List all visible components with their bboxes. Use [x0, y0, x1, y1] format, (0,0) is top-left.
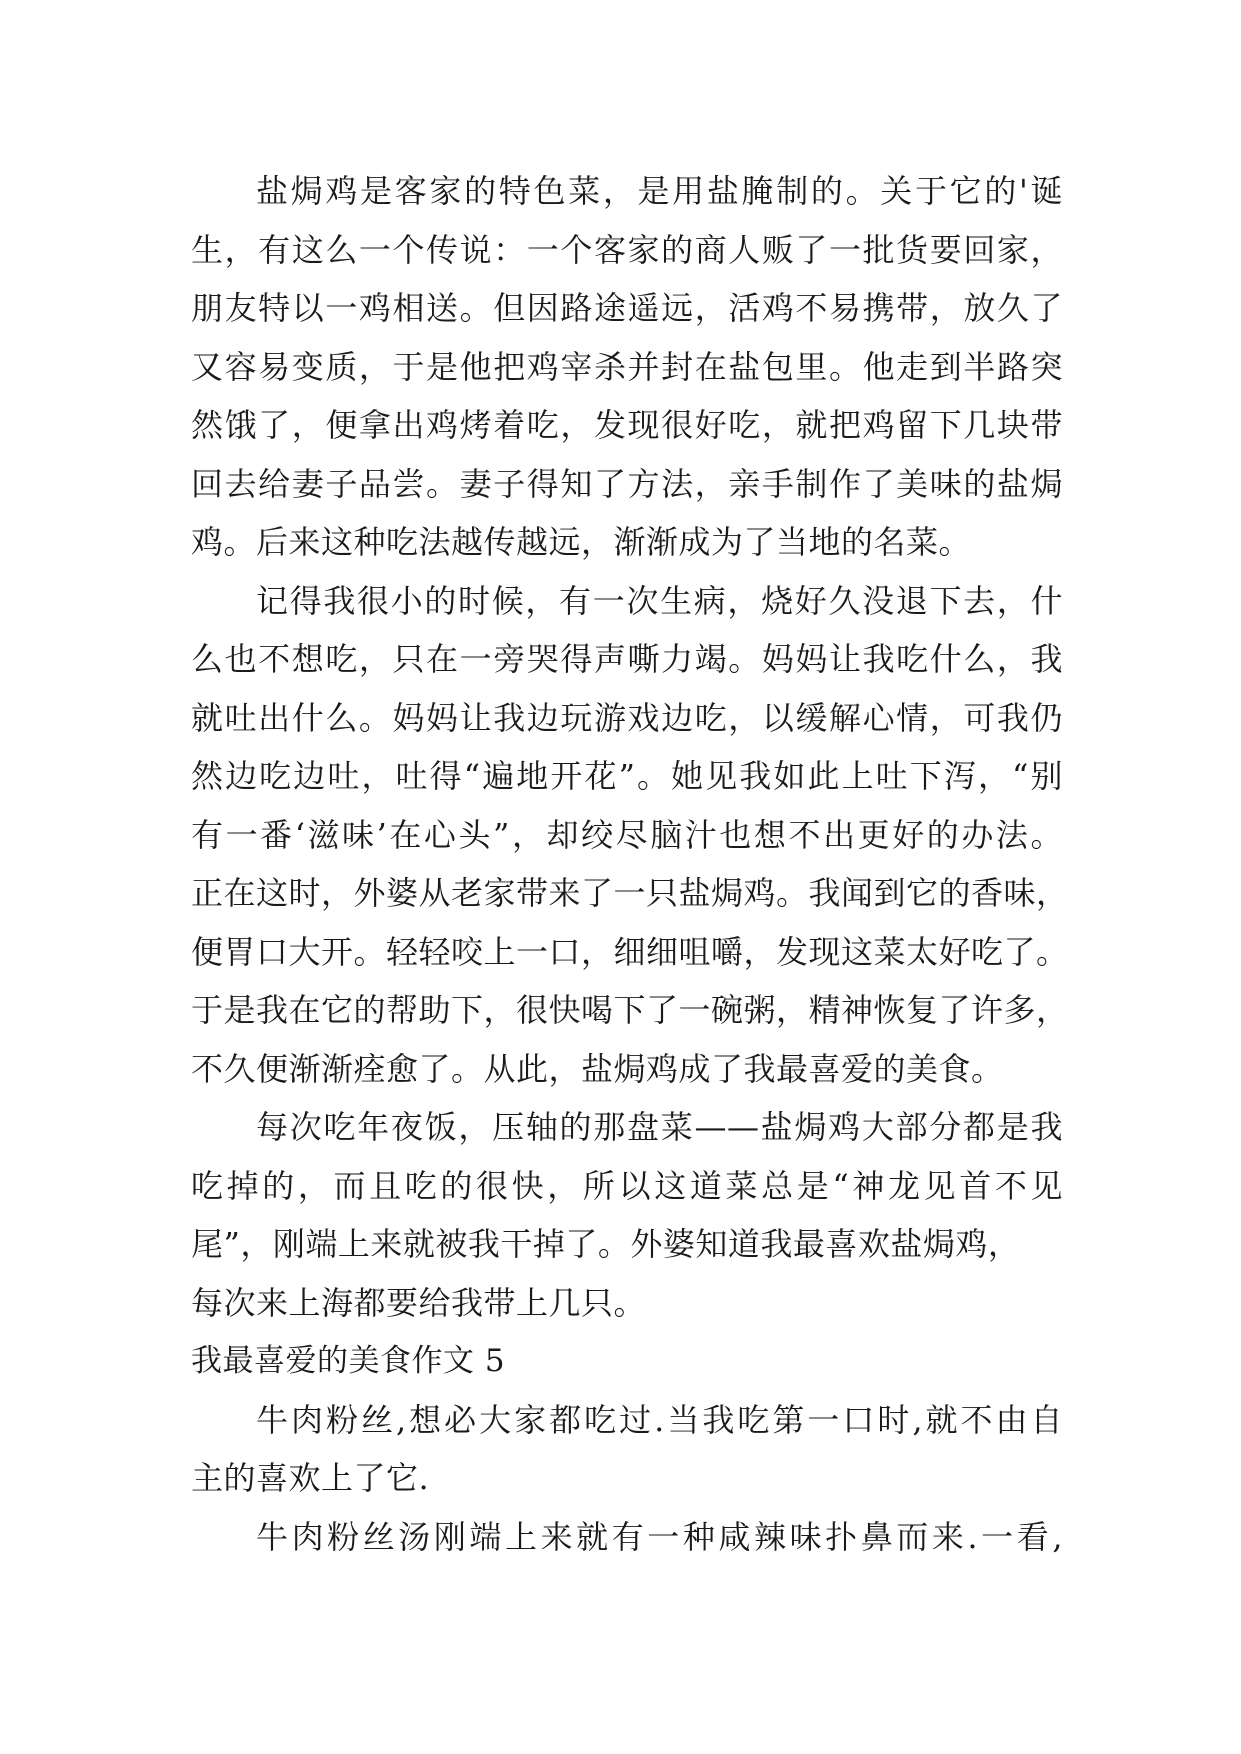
- text-line: 鸡。后来这种吃法越传越远，渐渐成为了当地的名菜。: [191, 523, 972, 561]
- text-line: 牛肉粉丝汤刚端上来就有一种咸辣味扑鼻而来.一看,: [256, 1517, 1063, 1556]
- text-line: 就吐出什么。妈妈让我边玩游戏边吃，以缓解心情，可我仍: [191, 698, 1063, 737]
- text-line: 牛肉粉丝,想必大家都吃过.当我吃第一口时,就不由自: [256, 1400, 1063, 1439]
- text-line: 便胃口大开。轻轻咬上一口，细细咀嚼，发现这菜太好吃了。: [191, 932, 1069, 971]
- text-line: 朋友特以一鸡相送。但因路途遥远，活鸡不易携带，放久了: [191, 289, 1063, 327]
- text-line: 盐焗鸡是客家的特色菜，是用盐腌制的。关于它的'诞: [256, 172, 1063, 210]
- text-line: 吃掉的，而且吃的很快，所以这道菜总是“神龙见首不见: [191, 1166, 1063, 1205]
- text-line: 生，有这么一个传说：一个客家的商人贩了一批货要回家，: [191, 230, 1063, 269]
- text-line: 不久便渐渐痊愈了。从此，盐焗鸡成了我最喜爱的美食。: [191, 1049, 1004, 1088]
- text-line: 又容易变质，于是他把鸡宰杀并封在盐包里。他走到半路突: [191, 347, 1063, 386]
- document-body: [191, 162, 1069, 1566]
- section-heading: 我最喜爱的美食作文 5: [191, 1343, 506, 1379]
- text-line: 每次来上海都要给我带上几只。: [191, 1283, 647, 1322]
- text-line: 每次吃年夜饭，压轴的那盘菜——盐焗鸡大部分都是我: [256, 1108, 1063, 1146]
- text-line: 正在这时，外婆从老家带来了一只盐焗鸡。我闻到它的香味，: [191, 874, 1069, 912]
- text-line: 然饿了，便拿出鸡烤着吃，发现很好吃，就把鸡留下几块带: [191, 406, 1063, 444]
- text-line: 有一番‘滋味’在心头”，却绞尽脑汁也想不出更好的办法。: [191, 815, 1063, 854]
- text-line: 然边吃边吐，吐得“遍地开花”。她见我如此上吐下泻，“别: [191, 757, 1063, 795]
- text-line: 于是我在它的帮助下，很快喝下了一碗粥，精神恢复了许多，: [191, 991, 1069, 1029]
- text-line: 记得我很小的时候，有一次生病，烧好久没退下去，什: [256, 581, 1063, 620]
- text-line: 回去给妻子品尝。妻子得知了方法，亲手制作了美味的盐焗: [191, 464, 1063, 503]
- text-line: 主的喜欢上了它.: [191, 1459, 430, 1497]
- text-line: 么也不想吃，只在一旁哭得声嘶力竭。妈妈让我吃什么，我: [191, 640, 1063, 678]
- text-line: 尾”，刚端上来就被我干掉了。外婆知道我最喜欢盐焗鸡，: [191, 1225, 1021, 1263]
